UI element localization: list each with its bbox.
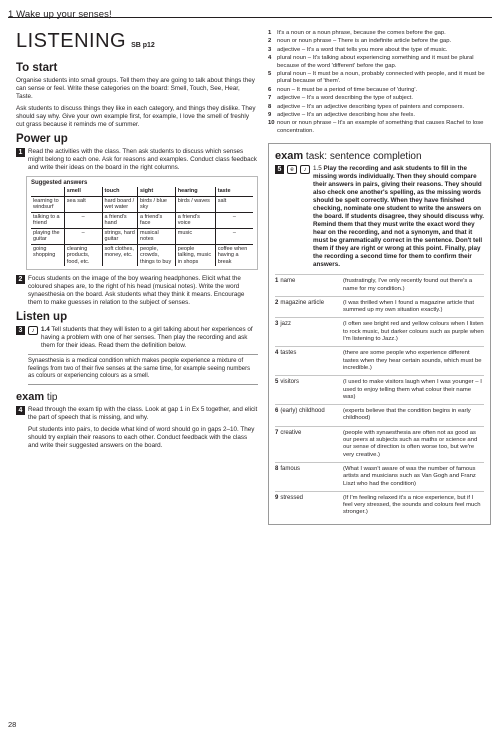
task-title: task: sentence completion — [305, 151, 422, 163]
note-number: 4 — [268, 55, 272, 62]
table-cell: – — [215, 228, 253, 244]
table-row — [31, 212, 253, 228]
table-cell: – — [64, 212, 102, 228]
table-cell: a friend's face — [138, 212, 176, 228]
power-up-item-2 — [16, 275, 258, 307]
table-cell: birds / waves — [175, 196, 215, 212]
item-number: 1 — [16, 148, 25, 157]
suggested-answers-label: Suggested answers — [31, 180, 88, 186]
answer-word: tastes — [280, 350, 297, 357]
page-number: 28 — [8, 720, 17, 729]
table-cell: coffee when having a break — [215, 244, 253, 266]
listen-up-item-3-body: Tell students that they will listen to a girl talking about her experiences of having a problem with one of her senses. Then play the recording and ask them for their ideas. Read them the definition below. — [41, 326, 253, 349]
table-cell: cleaning products, food, etc. — [64, 244, 102, 266]
table-cell: soft clothes, money, etc. — [102, 244, 138, 266]
answer-evidence: (What I wasn't aware of was the number of famous artists and musicians such as Van Gogh and Franz Liszt who had the condition) — [343, 465, 476, 487]
answer-number: 2 — [275, 299, 279, 306]
table-row — [31, 228, 253, 244]
table-cell: musical notes — [138, 228, 176, 244]
exam-task-instructions — [313, 165, 484, 269]
note-number: 9 — [268, 112, 272, 119]
tip-word: tip — [46, 391, 58, 403]
list-item — [275, 274, 484, 296]
table-cell: a friend's hand — [102, 212, 138, 228]
table-cell: people, crowds, things to buy — [138, 244, 176, 266]
answer-evidence: (frustratingly, I've only recently found out there's a name for my condition.) — [343, 278, 473, 292]
exam-task-item-5 — [275, 165, 484, 269]
list-item — [268, 112, 491, 119]
item-number: 5 — [275, 165, 284, 174]
table-row — [31, 244, 253, 266]
table-header — [31, 187, 64, 196]
table-cell: salt — [215, 196, 253, 212]
definition-box — [28, 354, 258, 385]
answer-number: 1 — [275, 278, 279, 285]
list-item — [268, 87, 491, 94]
power-up-item-1-text: Read the activities with the class. Then ask students to discuss which senses might belong to each one. Ask for reasons and examples. Conduct class feedback and write their ideas on the board in the right columns. — [28, 148, 257, 171]
table-cell: playing the guitar — [31, 228, 64, 244]
audio-icon: ♪ — [28, 326, 38, 335]
list-item — [275, 346, 484, 375]
to-start-paragraph-2: Ask students to discuss things they like in each category, and things they dislike. They should say why. Give your own example first, for example, I love the smell of freshly cut grass because it reminds me of summer. — [16, 105, 256, 128]
answer-evidence: (If I'm feeling relaxed it's a nice experience, but if I feel very stressed, the sounds and colours feel much stronger.) — [343, 494, 481, 516]
note-text: noun or noun phrase – It's an example of something that causes Rachel to lose concentration. — [277, 120, 484, 134]
table-cell: people talking, music in shops — [175, 244, 215, 266]
list-item — [275, 491, 484, 520]
exam-word: exam — [16, 390, 45, 403]
audio-icon: ♪ — [300, 165, 310, 174]
note-text: noun or noun phrase – There is an indefinite article before the gap. — [277, 38, 452, 45]
table-cell: going shopping — [31, 244, 64, 266]
answer-number: 7 — [275, 429, 279, 436]
list-item — [275, 296, 484, 318]
answer-evidence: (there are some people who experience different tastes when they hear certain sounds, which must be incredible.) — [343, 350, 482, 371]
exam-tip-paragraph-2: Put students into pairs, to decide what kind of word should go in gaps 2–10. They should try explain their reasons to each other. Conduct feedback with the class and write their suggested answers on the board. — [28, 425, 255, 449]
table-cell: – — [64, 228, 102, 244]
left-column — [16, 30, 258, 454]
table-header: taste — [217, 188, 231, 194]
answer-word: stressed — [280, 494, 304, 501]
synaesthesia-definition: Synaesthesia is a medical condition which makes people experience a mixture of feelings from two of their five senses at the same time, for example seeing numbers as colours or experiencing colours as a smell. — [28, 358, 251, 380]
table-cell: birds / blue sky — [138, 196, 176, 212]
to-start-heading: To start — [16, 62, 58, 74]
note-number: 7 — [268, 95, 272, 102]
answer-evidence: (experts believe that the condition begins in early childhood) — [343, 408, 471, 422]
note-number: 10 — [268, 120, 275, 127]
answer-word-cell — [275, 408, 343, 423]
list-item — [275, 426, 484, 462]
to-start-paragraph-1: Organise students into small groups. Tell them they are going to talk about things they can sense or feel. Write these categories on the board: Smell, Touch, See, Hear, Taste. — [16, 77, 255, 100]
audio-track: 1.5 — [313, 165, 322, 173]
suggested-answers-table — [31, 187, 253, 266]
note-text: plural noun – It must be a noun, probably connected with people, and it must be plural because of 'them'. — [277, 71, 485, 85]
table-header: touch — [102, 187, 138, 196]
answer-number: 3 — [275, 321, 279, 328]
exam-task-instructions-body: Play the recording and ask students to fill in the missing words individually. Then they should compare their answers in pairs, giving their reasons. They should also check one another's spelling, as the missing words should be spelt correctly. When they have finished checking, nominate one student to write the answers on the board. If students disagree, they should discuss why. Remind them that they must write the exact word they hear on the recording, and not a synonym, and that it must be grammatically correct in the sentence. Don't tell them if they are right or wrong at this point. Finally, play the recording a second time for them to confirm their answers. — [313, 165, 484, 269]
listen-up-heading: Listen up — [16, 311, 68, 323]
exam-tip-item-4-text: Read through the exam tip with the class. Look at gap 1 in Ex 5 together, and elicit the part of speech that is missing, and why. — [28, 405, 258, 421]
list-item — [275, 462, 484, 491]
sb-reference: SB p12 — [131, 42, 155, 49]
answer-evidence: (people with synaesthesia are often not as good as our peers at subjects such as maths or science and our sense of direction is often worse too, but we're very creative.) — [343, 429, 478, 458]
power-up-item-2-text: Focus students on the image of the boy wearing headphones. Elicit what the coloured shapes are, to the right of his head (musical notes). Write the word synaesthesia on the board. Ask students what they think it means. Encourage them to make guesses in relation to the subject of senses. — [28, 275, 245, 306]
item-number: 4 — [16, 406, 25, 415]
table-header: sight — [138, 187, 176, 196]
note-text: adjective – It's an adjective describing how she feels. — [277, 112, 415, 119]
answer-number: 8 — [275, 465, 279, 472]
list-item — [268, 120, 491, 135]
listen-up-item-3-text — [41, 326, 258, 350]
table-header: hearing — [175, 187, 215, 196]
item-number: 2 — [16, 275, 25, 284]
answer-evidence: (I was thrilled when I found a magazine article that summed up my own situation exactly.) — [343, 299, 474, 314]
answer-evidence: (I used to make visitors laugh when I was younger – I used to enjoy telling them what colour their name was) — [343, 379, 482, 400]
note-number: 5 — [268, 71, 272, 78]
list-item — [275, 404, 484, 426]
exam-task-box — [268, 143, 491, 524]
table-header-row — [31, 187, 253, 196]
answer-word-cell — [275, 379, 343, 401]
note-text: adjective – It's an adjective describing types of painters and composers. — [277, 103, 465, 110]
right-column — [268, 30, 491, 525]
gap-notes-list — [268, 30, 491, 135]
note-number: 8 — [268, 103, 272, 110]
answer-number: 9 — [275, 494, 279, 501]
power-up-item-1 — [16, 148, 258, 172]
list-item — [268, 38, 491, 45]
list-item — [268, 30, 491, 37]
table-cell: music — [175, 228, 215, 244]
table-cell: talking to a friend — [31, 212, 64, 228]
exam-task-heading — [275, 150, 484, 162]
list-item — [268, 95, 491, 102]
exam-tip-item-4 — [16, 406, 258, 422]
answer-key-list — [275, 274, 484, 519]
exam-tip-heading — [16, 391, 258, 403]
answer-word: magazine article — [280, 299, 325, 306]
answer-word-cell — [275, 350, 343, 372]
table-cell: sea salt — [64, 196, 102, 212]
list-item — [275, 375, 484, 404]
answer-word-cell — [275, 495, 343, 517]
answer-evidence: (I often see bright red and yellow colours when I listen to rock music, but darker colours such as purple when I'm listening to Jazz.) — [343, 321, 484, 343]
exam-word: exam — [275, 150, 304, 163]
page-header — [8, 4, 492, 18]
answer-word-cell — [275, 278, 343, 293]
answer-word: famous — [280, 465, 301, 472]
note-text: It's a noun or a noun phrase, because the comes before the gap. — [277, 30, 446, 36]
power-up-heading: Power up — [16, 133, 68, 145]
answer-word: name — [280, 278, 296, 285]
note-text: noun – It must be a period of time because of 'during'. — [277, 86, 418, 93]
answer-number: 6 — [275, 408, 279, 415]
listening-title: LISTENING — [16, 30, 127, 52]
list-item — [268, 55, 491, 70]
list-item — [268, 104, 491, 111]
table-cell: hard board / wet water — [102, 196, 138, 212]
item-number: 3 — [16, 326, 25, 335]
table-cell: strings, hard guitar — [102, 228, 138, 244]
answer-word-cell — [275, 321, 343, 343]
answer-word-cell — [275, 300, 343, 315]
suggested-answers-box — [26, 176, 258, 270]
answer-number: 4 — [275, 350, 279, 357]
table-cell: learning to windsurf — [31, 196, 64, 212]
list-item — [268, 47, 491, 54]
list-item — [275, 317, 484, 346]
section-title — [16, 30, 258, 57]
table-cell: – — [215, 212, 253, 228]
unit-title: 1 Wake up your senses! — [8, 9, 112, 20]
note-number: 1 — [268, 30, 272, 36]
exam-icon: e — [287, 165, 297, 174]
answer-word-cell — [275, 466, 343, 488]
note-text: adjective – It's a word describing the type of subject. — [277, 95, 414, 102]
note-text: plural noun – It's talking about experiencing something and it must be plural because of the word 'different' before the gap. — [277, 55, 474, 69]
note-number: 3 — [268, 46, 272, 53]
note-number: 6 — [268, 86, 272, 93]
note-number: 2 — [268, 38, 272, 45]
listen-up-item-3 — [16, 326, 258, 350]
note-text: adjective – It's a word that tells you more about the type of music. — [277, 46, 448, 53]
answer-number: 5 — [275, 379, 279, 386]
answer-word: visitors — [280, 379, 300, 386]
answer-word-cell — [275, 430, 343, 459]
table-row — [31, 196, 253, 212]
answer-word: (early) childhood — [280, 408, 325, 415]
audio-track: 1.4 — [41, 326, 50, 333]
table-header: smell — [64, 187, 102, 196]
table-cell: a friend's voice — [175, 212, 215, 228]
list-item — [268, 71, 491, 86]
answer-word: jazz — [280, 321, 292, 328]
answer-word: creative — [280, 429, 302, 436]
